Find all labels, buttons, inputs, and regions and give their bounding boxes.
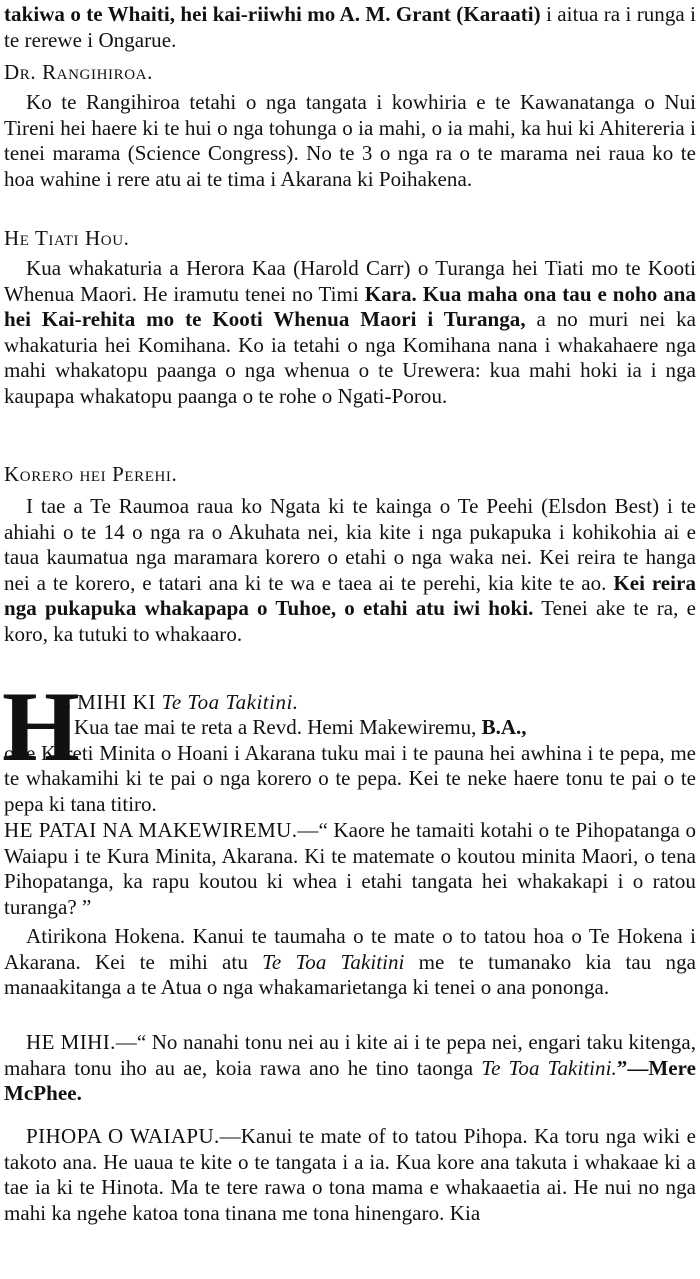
tiati-hou-text-end: a no muri nei ka whakaturia hei Komihana. Ko ia tetahi o nga Komihana nana i whakahaere nga mahi whakatopu paanga o nga whenua o te Urewera: kua mahi hoki ia i nga kaupapa whakatopu paanga o te rohe o Ngati-Porou. xyxy=(4,307,696,408)
mihi-toa-title-italic: Te Toa Takitini. xyxy=(161,690,299,714)
opening-text: i aitua ra i runga i te rerewe i Ongarue. xyxy=(4,2,696,52)
he-mihi-paragraph xyxy=(4,1030,696,1107)
section-heading-tiati-hou: He Tiati Hou. xyxy=(4,226,130,250)
section-heading-korero-perehi: Korero hei Perehi. xyxy=(4,462,178,486)
he-mihi-text-start: —“ No nanahi tonu nei au i kite ai i te pepa nei, engari taku kitenga, mahara tonu iho au ae, koia rawa ano he tino taonga xyxy=(4,1030,696,1080)
mihi-toa-title-caps: E MIHI KI xyxy=(58,690,162,714)
korero-perehi-bold-text: Kei reira nga pukapuka whakapapa o Tuhoe, o etahi atu iwi hoki. xyxy=(4,570,696,620)
mihi-toa-bold-text: B.A., xyxy=(481,715,527,739)
tiati-hou-text-start: Kua whakaturia a Herora Kaa (Harold Carr) o Turanga hei Tiati mo te Kooti Whenua Maori. He iramutu tenei no Timi xyxy=(4,256,696,306)
korero-perehi-text-start: I tae a Te Raumoa raua ko Ngata ki te kainga o Te Peehi (Elsdon Best) i te ahiahi o te 14 o nga ra o Akuhata nei, kia kite i nga pukapuka i kohikohia ai e taua kaumatua nga maramara korero o etahi o nga waka nei. Kei reira te hanga nei a te korero, e tatari ana ki te wa e taea ai te perehi, kia kite te ao. xyxy=(4,494,696,595)
korero-perehi-paragraph xyxy=(4,494,696,647)
opening-bold-text: takiwa o te Whaiti, hei kai-riiwhi mo A. M. Grant (Karaati) xyxy=(4,2,541,26)
mihi-toa-text-end: o te Kareti Minita o Hoani i Akarana tuku mai i te pauna hei awhina i te pepa, me te whakamihi ki te pai o nga korero o te pepa. Kei te neke haere tonu te pai o te pepa ki tana titiro. xyxy=(4,740,696,816)
pihopa-paragraph xyxy=(4,1124,696,1226)
pihopa-text: —Kanui te mate of to tatou Pihopa. Ka toru nga wiki e takoto ana. He uaua te kite o te tangata i a ia. Kua kore ana takuta i whakaae ki a tae ia ki te Hinota. Ma te tere rawa o tona mama e whakaaetia ai. He nui no nga mahi ka ngehe katoa tona tinana me tona hinengaro. Kia xyxy=(4,1124,696,1225)
hokena-text-start: Atirikona Hokena. Kanui te taumaha o te mate o to tatou hoa o Te Hokena i Akarana. Kei te mihi atu xyxy=(4,924,696,974)
mihi-toa-text-start: Kua tae mai te reta a Revd. Hemi Makewiremu, xyxy=(74,715,482,739)
hokena-paragraph xyxy=(4,924,696,1001)
he-mihi-lead: HE MIHI. xyxy=(26,1030,116,1054)
tiati-hou-bold-text: Kara. Kua maha ona tau e noho ana hei Kai-rehita mo te Kooti Whenua Maori i Turanga, xyxy=(4,281,697,331)
korero-perehi-text-end: Tenei ake te ra, e koro, ka tutuki to whakaaro. xyxy=(4,596,696,646)
patai-lead: HE PATAI NA MAKEWIREMU. xyxy=(4,818,298,842)
patai-paragraph xyxy=(4,818,696,920)
hokena-italic: Te Toa Takitini xyxy=(262,949,405,974)
mihi-toa-title xyxy=(58,690,299,715)
section-heading-rangihiroa: Dr. Rangihiroa. xyxy=(4,60,153,84)
hokena-text-end: me te tumanako kia tau nga manaakitanga a te Atua o nga whakamarietanga ki tenei o ana pononga. xyxy=(4,949,697,999)
rangihiroa-paragraph: Ko te Rangihiroa tetahi o nga tangata i kowhiria e te Kawanatanga o Nui Tireni hei haere ki te hui o nga tohunga o ia mahi, o ia mahi, ka hui ki Ahitereria i tenei marama (Science Congress). No te 3 o nga ra o te marama nei raua ko te hoa wahine i rere atu ai te tima i Akarana ki Poihakena. xyxy=(4,90,696,191)
he-mihi-italic: Te Toa Takitini. xyxy=(481,1055,617,1080)
pihopa-lead: PIHOPA O WAIAPU. xyxy=(26,1124,220,1148)
drop-cap-letter: H xyxy=(2,671,78,782)
he-mihi-signature: ”—Mere McPhee. xyxy=(4,1055,696,1105)
opening-paragraph xyxy=(4,2,696,53)
mihi-toa-paragraph xyxy=(4,715,696,817)
patai-text: —“ Kaore he tamaiti kotahi o te Pihopatanga o Waiapu i te Kura Minita, Akarana. Ki te matemate o koutou minita Maori, o tena Pihopatanga, ka rapu koutou ki whea i etahi tangata hei whakakapi i o ratou turanga? ” xyxy=(4,818,696,919)
tiati-hou-paragraph xyxy=(4,256,696,409)
